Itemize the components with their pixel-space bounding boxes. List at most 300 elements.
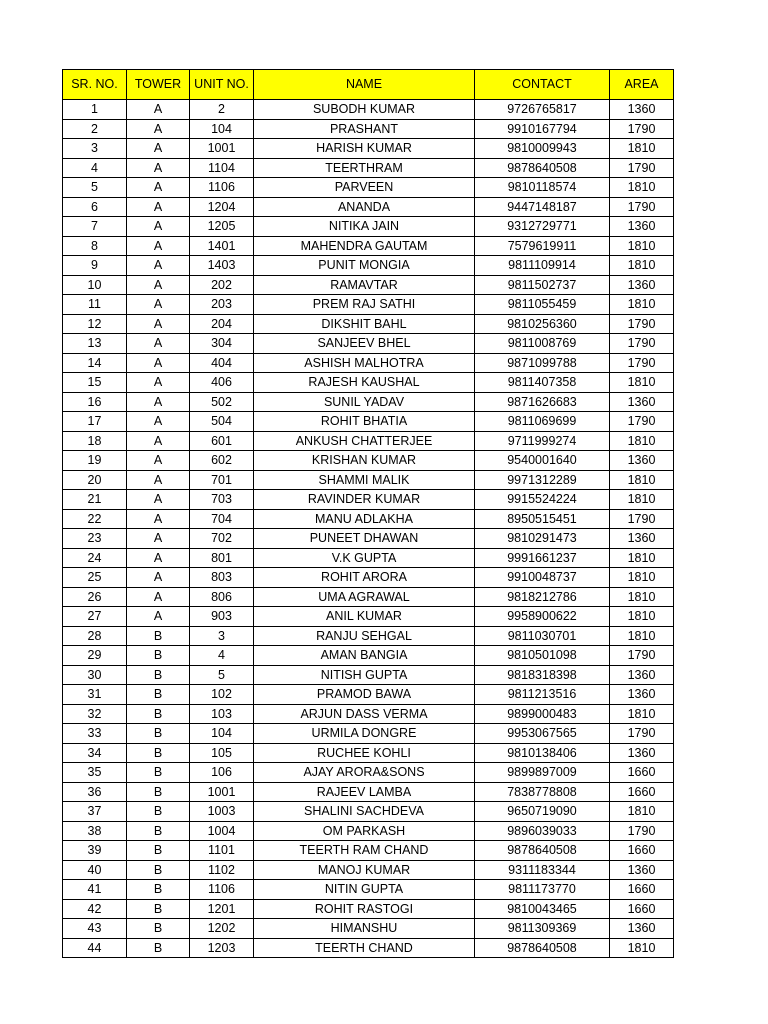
- cell-unit-no: 1101: [190, 841, 254, 861]
- cell-unit-no: 304: [190, 334, 254, 354]
- cell-tower: B: [127, 919, 190, 939]
- cell-name: AJAY ARORA&SONS: [254, 763, 475, 783]
- table-row: [63, 353, 674, 373]
- cell-name: ROHIT ARORA: [254, 568, 475, 588]
- table-row: [63, 860, 674, 880]
- header-tower: TOWER: [127, 70, 190, 100]
- cell-contact: 9896039033: [475, 821, 610, 841]
- cell-tower: B: [127, 724, 190, 744]
- cell-area: 1810: [610, 256, 674, 276]
- cell-contact: 9810118574: [475, 178, 610, 198]
- cell-area: 1360: [610, 860, 674, 880]
- cell-tower: A: [127, 412, 190, 432]
- cell-unit-no: 1203: [190, 938, 254, 958]
- cell-tower: A: [127, 275, 190, 295]
- cell-name: ANKUSH CHATTERJEE: [254, 431, 475, 451]
- cell-tower: B: [127, 899, 190, 919]
- cell-name: RAJESH KAUSHAL: [254, 373, 475, 393]
- cell-name: NITISH GUPTA: [254, 665, 475, 685]
- cell-sr-no: 16: [63, 392, 127, 412]
- cell-unit-no: 202: [190, 275, 254, 295]
- cell-unit-no: 1201: [190, 899, 254, 919]
- table-row: [63, 607, 674, 627]
- cell-contact: 9871626683: [475, 392, 610, 412]
- cell-contact: 7838778808: [475, 782, 610, 802]
- cell-unit-no: 1205: [190, 217, 254, 237]
- cell-sr-no: 25: [63, 568, 127, 588]
- cell-contact: 9810291473: [475, 529, 610, 549]
- cell-contact: 9910048737: [475, 568, 610, 588]
- cell-name: RAJEEV LAMBA: [254, 782, 475, 802]
- cell-sr-no: 3: [63, 139, 127, 159]
- cell-area: 1790: [610, 353, 674, 373]
- cell-contact: 9810043465: [475, 899, 610, 919]
- table-row: [63, 782, 674, 802]
- cell-name: V.K GUPTA: [254, 548, 475, 568]
- table-row: [63, 236, 674, 256]
- table-row: [63, 197, 674, 217]
- cell-contact: 9871099788: [475, 353, 610, 373]
- cell-sr-no: 35: [63, 763, 127, 783]
- table-row: [63, 119, 674, 139]
- table-row: [63, 704, 674, 724]
- cell-tower: A: [127, 178, 190, 198]
- table-row: [63, 919, 674, 939]
- table-row: [63, 548, 674, 568]
- cell-tower: B: [127, 626, 190, 646]
- table-row: [63, 334, 674, 354]
- table-row: [63, 217, 674, 237]
- cell-sr-no: 1: [63, 100, 127, 120]
- cell-tower: B: [127, 763, 190, 783]
- table-row: [63, 295, 674, 315]
- cell-contact: 9910167794: [475, 119, 610, 139]
- cell-area: 1360: [610, 275, 674, 295]
- cell-contact: 9811407358: [475, 373, 610, 393]
- cell-name: TEERTHRAM: [254, 158, 475, 178]
- cell-contact: 9811055459: [475, 295, 610, 315]
- cell-unit-no: 703: [190, 490, 254, 510]
- cell-name: NITIN GUPTA: [254, 880, 475, 900]
- cell-sr-no: 26: [63, 587, 127, 607]
- cell-tower: B: [127, 685, 190, 705]
- cell-name: ANANDA: [254, 197, 475, 217]
- table-row: [63, 490, 674, 510]
- cell-area: 1810: [610, 139, 674, 159]
- cell-sr-no: 13: [63, 334, 127, 354]
- cell-area: 1360: [610, 919, 674, 939]
- cell-unit-no: 3: [190, 626, 254, 646]
- cell-name: MANU ADLAKHA: [254, 509, 475, 529]
- cell-contact: 9447148187: [475, 197, 610, 217]
- cell-sr-no: 42: [63, 899, 127, 919]
- cell-area: 1810: [610, 178, 674, 198]
- cell-sr-no: 11: [63, 295, 127, 315]
- cell-tower: A: [127, 353, 190, 373]
- cell-area: 1810: [610, 236, 674, 256]
- cell-contact: 9811008769: [475, 334, 610, 354]
- table-row: [63, 646, 674, 666]
- cell-tower: A: [127, 568, 190, 588]
- cell-contact: 9811109914: [475, 256, 610, 276]
- cell-name: RUCHEE KOHLI: [254, 743, 475, 763]
- table-row: [63, 568, 674, 588]
- cell-area: 1810: [610, 607, 674, 627]
- cell-sr-no: 22: [63, 509, 127, 529]
- cell-unit-no: 504: [190, 412, 254, 432]
- table-row: [63, 938, 674, 958]
- cell-area: 1660: [610, 841, 674, 861]
- cell-area: 1810: [610, 626, 674, 646]
- cell-name: SANJEEV BHEL: [254, 334, 475, 354]
- cell-area: 1810: [610, 470, 674, 490]
- table-row: [63, 178, 674, 198]
- cell-contact: 9811213516: [475, 685, 610, 705]
- cell-unit-no: 801: [190, 548, 254, 568]
- cell-contact: 9810009943: [475, 139, 610, 159]
- cell-tower: B: [127, 821, 190, 841]
- cell-name: PUNIT MONGIA: [254, 256, 475, 276]
- header-unit-no: UNIT NO.: [190, 70, 254, 100]
- cell-contact: 9953067565: [475, 724, 610, 744]
- cell-name: PREM RAJ SATHI: [254, 295, 475, 315]
- table-row: [63, 100, 674, 120]
- header-contact: CONTACT: [475, 70, 610, 100]
- cell-unit-no: 204: [190, 314, 254, 334]
- cell-sr-no: 31: [63, 685, 127, 705]
- cell-contact: 9811030701: [475, 626, 610, 646]
- cell-area: 1360: [610, 665, 674, 685]
- cell-contact: 9650719090: [475, 802, 610, 822]
- cell-tower: B: [127, 704, 190, 724]
- cell-name: KRISHAN KUMAR: [254, 451, 475, 471]
- table-row: [63, 626, 674, 646]
- cell-tower: A: [127, 470, 190, 490]
- cell-unit-no: 1204: [190, 197, 254, 217]
- cell-area: 1810: [610, 490, 674, 510]
- cell-name: RANJU SEHGAL: [254, 626, 475, 646]
- cell-contact: 9899000483: [475, 704, 610, 724]
- cell-sr-no: 14: [63, 353, 127, 373]
- cell-tower: B: [127, 743, 190, 763]
- cell-unit-no: 1106: [190, 178, 254, 198]
- cell-unit-no: 4: [190, 646, 254, 666]
- cell-tower: A: [127, 548, 190, 568]
- cell-tower: A: [127, 509, 190, 529]
- cell-name: MAHENDRA GAUTAM: [254, 236, 475, 256]
- cell-contact: 9312729771: [475, 217, 610, 237]
- cell-sr-no: 36: [63, 782, 127, 802]
- cell-tower: B: [127, 802, 190, 822]
- cell-sr-no: 34: [63, 743, 127, 763]
- cell-sr-no: 19: [63, 451, 127, 471]
- cell-sr-no: 39: [63, 841, 127, 861]
- cell-unit-no: 601: [190, 431, 254, 451]
- cell-sr-no: 18: [63, 431, 127, 451]
- cell-name: PUNEET DHAWAN: [254, 529, 475, 549]
- table-row: [63, 314, 674, 334]
- cell-contact: 8950515451: [475, 509, 610, 529]
- cell-name: NITIKA JAIN: [254, 217, 475, 237]
- cell-area: 1810: [610, 431, 674, 451]
- cell-unit-no: 1102: [190, 860, 254, 880]
- cell-tower: A: [127, 295, 190, 315]
- cell-tower: B: [127, 841, 190, 861]
- cell-name: TEERTH CHAND: [254, 938, 475, 958]
- cell-unit-no: 1403: [190, 256, 254, 276]
- cell-sr-no: 4: [63, 158, 127, 178]
- cell-contact: 9818212786: [475, 587, 610, 607]
- cell-area: 1790: [610, 412, 674, 432]
- cell-contact: 9958900622: [475, 607, 610, 627]
- cell-sr-no: 40: [63, 860, 127, 880]
- cell-sr-no: 8: [63, 236, 127, 256]
- cell-contact: 9810256360: [475, 314, 610, 334]
- cell-area: 1660: [610, 782, 674, 802]
- cell-area: 1660: [610, 763, 674, 783]
- cell-contact: 9540001640: [475, 451, 610, 471]
- cell-name: URMILA DONGRE: [254, 724, 475, 744]
- cell-area: 1810: [610, 295, 674, 315]
- cell-name: ROHIT BHATIA: [254, 412, 475, 432]
- residents-table: [62, 69, 674, 958]
- cell-unit-no: 203: [190, 295, 254, 315]
- cell-area: 1360: [610, 100, 674, 120]
- table-row: [63, 685, 674, 705]
- table-row: [63, 275, 674, 295]
- cell-name: RAMAVTAR: [254, 275, 475, 295]
- cell-contact: 9811173770: [475, 880, 610, 900]
- cell-contact: 9878640508: [475, 841, 610, 861]
- cell-tower: B: [127, 938, 190, 958]
- cell-sr-no: 33: [63, 724, 127, 744]
- table-row: [63, 665, 674, 685]
- cell-contact: 9811502737: [475, 275, 610, 295]
- cell-tower: A: [127, 100, 190, 120]
- cell-unit-no: 106: [190, 763, 254, 783]
- table-row: [63, 841, 674, 861]
- cell-unit-no: 502: [190, 392, 254, 412]
- cell-area: 1790: [610, 314, 674, 334]
- cell-area: 1790: [610, 724, 674, 744]
- cell-sr-no: 7: [63, 217, 127, 237]
- cell-unit-no: 704: [190, 509, 254, 529]
- table-row: [63, 373, 674, 393]
- cell-contact: 9878640508: [475, 938, 610, 958]
- cell-tower: A: [127, 587, 190, 607]
- cell-sr-no: 30: [63, 665, 127, 685]
- table-row: [63, 392, 674, 412]
- table-row: [63, 743, 674, 763]
- cell-unit-no: 104: [190, 724, 254, 744]
- cell-name: ROHIT RASTOGI: [254, 899, 475, 919]
- cell-name: TEERTH RAM CHAND: [254, 841, 475, 861]
- cell-unit-no: 702: [190, 529, 254, 549]
- table-row: [63, 802, 674, 822]
- cell-area: 1360: [610, 451, 674, 471]
- cell-sr-no: 5: [63, 178, 127, 198]
- table-row: [63, 256, 674, 276]
- cell-name: SUBODH KUMAR: [254, 100, 475, 120]
- cell-name: ARJUN DASS VERMA: [254, 704, 475, 724]
- cell-area: 1810: [610, 587, 674, 607]
- cell-area: 1360: [610, 529, 674, 549]
- cell-sr-no: 23: [63, 529, 127, 549]
- cell-tower: A: [127, 490, 190, 510]
- cell-sr-no: 29: [63, 646, 127, 666]
- cell-unit-no: 701: [190, 470, 254, 490]
- cell-unit-no: 1004: [190, 821, 254, 841]
- table-row: [63, 724, 674, 744]
- cell-contact: 9971312289: [475, 470, 610, 490]
- cell-area: 1660: [610, 880, 674, 900]
- cell-sr-no: 2: [63, 119, 127, 139]
- cell-sr-no: 44: [63, 938, 127, 958]
- cell-unit-no: 2: [190, 100, 254, 120]
- cell-sr-no: 37: [63, 802, 127, 822]
- table-row: [63, 899, 674, 919]
- cell-tower: A: [127, 314, 190, 334]
- cell-contact: 9726765817: [475, 100, 610, 120]
- cell-name: SUNIL YADAV: [254, 392, 475, 412]
- cell-unit-no: 1401: [190, 236, 254, 256]
- cell-tower: B: [127, 646, 190, 666]
- cell-tower: A: [127, 197, 190, 217]
- cell-name: RAVINDER KUMAR: [254, 490, 475, 510]
- cell-area: 1810: [610, 373, 674, 393]
- cell-area: 1790: [610, 158, 674, 178]
- cell-sr-no: 28: [63, 626, 127, 646]
- cell-unit-no: 103: [190, 704, 254, 724]
- cell-sr-no: 27: [63, 607, 127, 627]
- table-row: [63, 821, 674, 841]
- cell-tower: A: [127, 158, 190, 178]
- cell-sr-no: 43: [63, 919, 127, 939]
- table-row: [63, 763, 674, 783]
- cell-name: UMA AGRAWAL: [254, 587, 475, 607]
- cell-area: 1790: [610, 334, 674, 354]
- cell-unit-no: 1001: [190, 782, 254, 802]
- cell-sr-no: 20: [63, 470, 127, 490]
- cell-unit-no: 1003: [190, 802, 254, 822]
- header-name: NAME: [254, 70, 475, 100]
- table-row: [63, 451, 674, 471]
- table-row: [63, 587, 674, 607]
- cell-sr-no: 24: [63, 548, 127, 568]
- cell-unit-no: 105: [190, 743, 254, 763]
- cell-unit-no: 1202: [190, 919, 254, 939]
- cell-area: 1360: [610, 217, 674, 237]
- cell-contact: 9899897009: [475, 763, 610, 783]
- cell-tower: A: [127, 431, 190, 451]
- cell-area: 1790: [610, 509, 674, 529]
- header-sr-no: SR. NO.: [63, 70, 127, 100]
- cell-area: 1360: [610, 685, 674, 705]
- cell-tower: B: [127, 860, 190, 880]
- cell-area: 1360: [610, 743, 674, 763]
- table-row: [63, 509, 674, 529]
- cell-tower: A: [127, 373, 190, 393]
- table-row: [63, 529, 674, 549]
- header-area: AREA: [610, 70, 674, 100]
- cell-contact: 9991661237: [475, 548, 610, 568]
- cell-name: HARISH KUMAR: [254, 139, 475, 159]
- cell-tower: A: [127, 139, 190, 159]
- table-row: [63, 158, 674, 178]
- cell-name: HIMANSHU: [254, 919, 475, 939]
- table-row: [63, 412, 674, 432]
- cell-contact: 9810138406: [475, 743, 610, 763]
- table-row: [63, 880, 674, 900]
- cell-area: 1790: [610, 197, 674, 217]
- cell-area: 1810: [610, 802, 674, 822]
- cell-tower: A: [127, 119, 190, 139]
- cell-area: 1360: [610, 392, 674, 412]
- cell-name: ASHISH MALHOTRA: [254, 353, 475, 373]
- cell-name: DIKSHIT BAHL: [254, 314, 475, 334]
- cell-contact: 7579619911: [475, 236, 610, 256]
- table-row: [63, 470, 674, 490]
- cell-contact: 9811309369: [475, 919, 610, 939]
- cell-contact: 9915524224: [475, 490, 610, 510]
- cell-area: 1790: [610, 646, 674, 666]
- cell-area: 1660: [610, 899, 674, 919]
- cell-unit-no: 602: [190, 451, 254, 471]
- table-row: [63, 139, 674, 159]
- cell-area: 1810: [610, 568, 674, 588]
- table-row: [63, 431, 674, 451]
- cell-unit-no: 803: [190, 568, 254, 588]
- cell-sr-no: 17: [63, 412, 127, 432]
- cell-sr-no: 41: [63, 880, 127, 900]
- cell-tower: B: [127, 782, 190, 802]
- cell-unit-no: 806: [190, 587, 254, 607]
- cell-unit-no: 102: [190, 685, 254, 705]
- cell-name: OM PARKASH: [254, 821, 475, 841]
- cell-unit-no: 1106: [190, 880, 254, 900]
- cell-tower: A: [127, 392, 190, 412]
- cell-tower: A: [127, 256, 190, 276]
- cell-name: ANIL KUMAR: [254, 607, 475, 627]
- cell-tower: B: [127, 665, 190, 685]
- cell-sr-no: 32: [63, 704, 127, 724]
- cell-tower: A: [127, 529, 190, 549]
- cell-sr-no: 9: [63, 256, 127, 276]
- cell-area: 1790: [610, 119, 674, 139]
- cell-contact: 9311183344: [475, 860, 610, 880]
- header-row: [63, 70, 674, 100]
- cell-unit-no: 104: [190, 119, 254, 139]
- cell-name: SHALINI SACHDEVA: [254, 802, 475, 822]
- cell-contact: 9878640508: [475, 158, 610, 178]
- cell-name: PRAMOD BAWA: [254, 685, 475, 705]
- cell-sr-no: 38: [63, 821, 127, 841]
- cell-unit-no: 1104: [190, 158, 254, 178]
- cell-name: SHAMMI MALIK: [254, 470, 475, 490]
- cell-unit-no: 1001: [190, 139, 254, 159]
- cell-sr-no: 12: [63, 314, 127, 334]
- cell-area: 1810: [610, 548, 674, 568]
- cell-contact: 9810501098: [475, 646, 610, 666]
- cell-name: PARVEEN: [254, 178, 475, 198]
- cell-sr-no: 21: [63, 490, 127, 510]
- cell-tower: A: [127, 451, 190, 471]
- cell-unit-no: 404: [190, 353, 254, 373]
- cell-tower: A: [127, 607, 190, 627]
- cell-contact: 9818318398: [475, 665, 610, 685]
- cell-tower: A: [127, 334, 190, 354]
- cell-area: 1810: [610, 704, 674, 724]
